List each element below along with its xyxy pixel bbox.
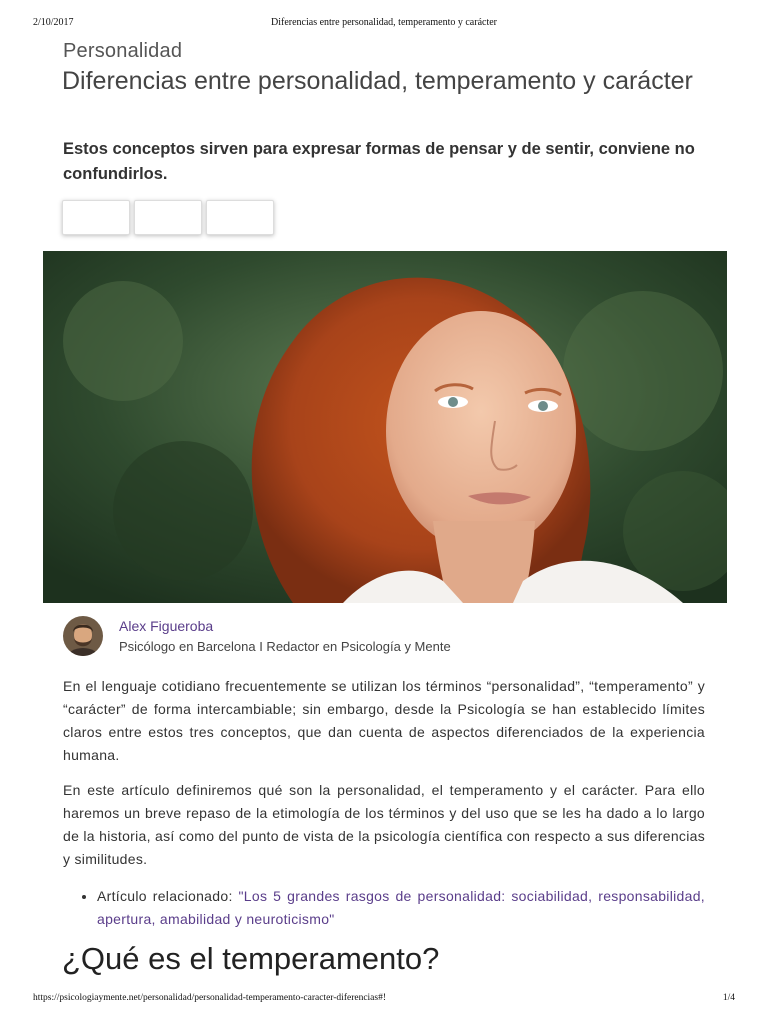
article-subtitle: Estos conceptos sirven para expresar formas de pensar y de sentir, conviene no confundirlos.: [63, 140, 695, 183]
author-role: Psicólogo en Barcelona I Redactor en Psicología y Mente: [119, 639, 451, 654]
category-link[interactable]: Personalidad: [63, 40, 183, 62]
portrait-illustration: [43, 251, 727, 603]
hero-image: [43, 251, 727, 603]
article-title: Diferencias entre personalidad, temperamento y carácter: [62, 67, 693, 95]
section-heading: ¿Qué es el temperamento?: [62, 941, 440, 976]
author-name-link[interactable]: Alex Figueroba: [119, 618, 214, 634]
share-buttons: [62, 200, 274, 235]
author-avatar[interactable]: [63, 616, 103, 656]
related-article-link[interactable]: "Los 5 grandes rasgos de personalidad: sociabilidad, responsabilidad, apertura, amabilidad y neuroticismo": [97, 888, 705, 927]
related-article-list: [63, 885, 705, 931]
share-button-1[interactable]: [62, 200, 130, 235]
related-article-item: [97, 885, 705, 931]
body-paragraph-1: En el lenguaje cotidiano frecuentemente se utilizan los términos “personalidad”, “temperamento” y “carácter” de forma intercambiable; sin embargo, desde la Psicología se han establecido límites claros entre estos tres conceptos, que dan cuenta de aspectos diferenciados de la experiencia humana.: [63, 678, 705, 763]
share-button-3[interactable]: [206, 200, 274, 235]
print-document-title: Diferencias entre personalidad, temperamento y carácter: [271, 17, 497, 28]
author-block: [63, 616, 703, 656]
print-header: [33, 17, 735, 31]
avatar-photo-icon: [63, 616, 103, 656]
print-footer: [33, 993, 735, 1007]
share-button-2[interactable]: [134, 200, 202, 235]
related-article-prefix: Artículo relacionado:: [97, 888, 239, 904]
print-date: 2/10/2017: [33, 17, 74, 28]
print-page-number: 1/4: [722, 993, 735, 1003]
body-paragraph-2: En este artículo definiremos qué son la personalidad, el temperamento y el carácter. Para ello haremos un breve repaso de la etimología de los términos y del uso que se les ha dado a lo largo de la historia, así como del punto de vista de la psicología científica con respecto a sus diferencias y similitudes.: [63, 782, 705, 867]
print-url: https://psicologiaymente.net/personalidad/personalidad-temperamento-caracter-diferencias#!: [33, 993, 387, 1003]
